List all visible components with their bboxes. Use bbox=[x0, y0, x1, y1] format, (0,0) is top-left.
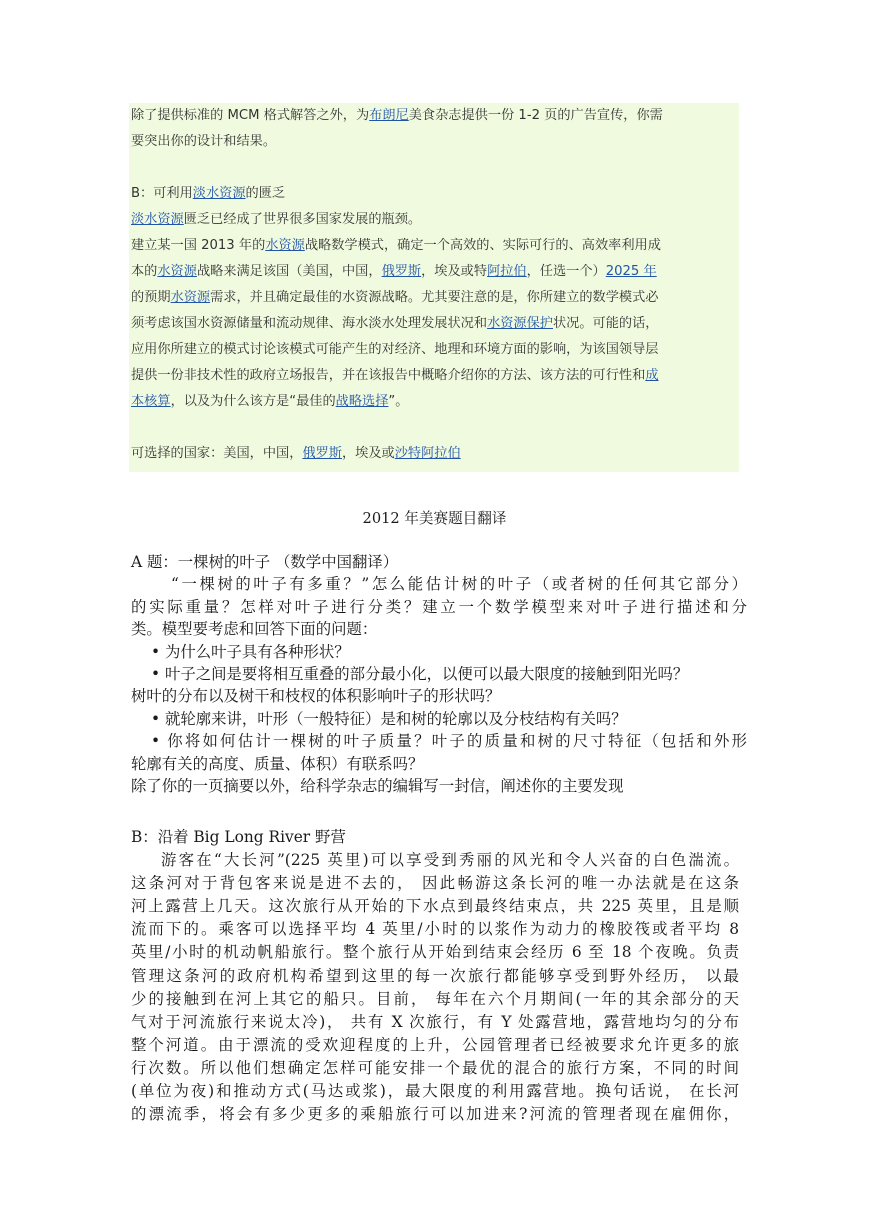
hyperlink[interactable]: 本核算 bbox=[131, 394, 171, 409]
question-bullet-cont: 树叶的分布以及树干和枝杈的体积影响叶子的形状吗？ bbox=[131, 687, 501, 706]
text-run: 战略数学模式，确定一个高效的、实际可行的、高效率利用成 bbox=[304, 238, 661, 253]
text-run: 需求，并且确定最佳的水资源战略。尤其要注意的是，你所建立的数学模式必 bbox=[210, 290, 659, 305]
hyperlink[interactable]: 俄罗斯 bbox=[381, 264, 422, 279]
question-bullet: • 就轮廓来讲，叶形（一般特征）是和树的轮廓以及分枝结构有关吗？ bbox=[151, 709, 627, 728]
problem-b-line: 气对于河流旅行来说太冷)， 共有 X 次旅行，有 Y 处露营地，露营地均匀的分布 bbox=[131, 1012, 739, 1031]
text-run: ，埃及或 bbox=[342, 446, 395, 461]
question-bullet: • 你将如何估计一棵树的叶子质量？叶子的质量和树的尺寸特征（包括和外形 bbox=[151, 732, 747, 751]
problem-b-paragraph bbox=[131, 849, 739, 1126]
problem-a-para-line: 类。模型要考虑和回答下面的问题： bbox=[131, 620, 378, 639]
text-run: 应用你所建立的模式讨论该模式可能产生的对经济、地理和环境方面的影响，为该国领导层 bbox=[131, 342, 659, 357]
problem-a-section bbox=[131, 551, 747, 797]
problem-a-para-line: “一棵树的叶子有多重？”怎么能估计树的叶子（或者树的任何其它部分） bbox=[171, 575, 747, 594]
problem-b-line: 河上露营上几天。这次旅行从开始的下水点到最终结束点，共 225 英里，且是顺 bbox=[131, 897, 739, 916]
problem-b-line: 这条河对于背包客来说是进不去的， 因此畅游这条长河的唯一办法就是在这条 bbox=[131, 874, 739, 893]
problem-b-body bbox=[129, 233, 739, 415]
hyperlink[interactable]: 阿拉伯 bbox=[487, 264, 527, 279]
body-line bbox=[129, 311, 739, 337]
body-line bbox=[129, 363, 739, 389]
problem-b-line: 管理这条河的政府机构希望到这里的每一次旅行都能够享受到野外经历， 以最 bbox=[131, 966, 739, 985]
problem-b-title bbox=[129, 181, 739, 207]
problem-b-line: 行次数。所以他们想确定怎样可能安排一个最优的混合的旅行方案，不同的时间 bbox=[131, 1058, 739, 1077]
text-run: ，任选一个） bbox=[526, 264, 606, 279]
question-bullet: • 为什么叶子具有各种形状？ bbox=[151, 642, 350, 661]
question-bullet: • 叶子之间是要将相互重叠的部分最小化，以便可以最大限度的接触到阳光吗？ bbox=[151, 664, 689, 683]
country-options bbox=[129, 441, 739, 467]
problem-b-line: 游客在“大长河”(225 英里)可以享受到秀丽的风光和令人兴奋的白色湍流。 bbox=[161, 851, 739, 870]
text-run: ，以及为什么该方是“最佳的 bbox=[170, 394, 336, 409]
problem-b-line: 少的接触到在河上其它的船只。目前， 每年在六个月期间(一年的其余部分的天 bbox=[131, 989, 739, 1008]
web-excerpt-block bbox=[129, 103, 739, 472]
body-line bbox=[129, 285, 739, 311]
problem-a-heading: A 题：一棵树的叶子 （数学中国翻译） bbox=[131, 553, 399, 571]
hyperlink[interactable]: 俄罗斯 bbox=[302, 446, 342, 461]
hyperlink[interactable]: 水资源 bbox=[170, 290, 211, 305]
text-run: 战略来满足该国（美国，中国， bbox=[196, 264, 382, 279]
text-run: 提供一份非技术性的政府立场报告，并在该报告中概略介绍你的方法、该方法的可行性和 bbox=[131, 368, 646, 383]
hyperlink[interactable]: 2025 年 bbox=[605, 264, 657, 279]
problem-a-closing: 除了你的一页摘要以外，给科学杂志的编辑写一封信，阐述你的主要发现 bbox=[131, 776, 624, 795]
text-run: 状况。可能的话， bbox=[553, 316, 659, 331]
problem-b-line: 整个河道。由于漂流的受欢迎程度的上升，公园管理者已经被要求允许更多的旅 bbox=[131, 1035, 739, 1054]
hyperlink[interactable]: 水资源保护 bbox=[487, 316, 553, 331]
text-run: 本的 bbox=[131, 264, 158, 279]
text-run: B：可利用 bbox=[131, 186, 193, 201]
text-run: 匮乏已经成了世界很多国家发展的瓶颈。 bbox=[183, 212, 422, 227]
problem-b-line: 英里/小时的机动帆船旅行。整个旅行从开始到结束会经历 6 至 18 个夜晚。负责 bbox=[131, 943, 739, 962]
problem-a-para-line: 的实际重量？怎样对叶子进行分类？建立一个数学模型来对叶子进行描述和分 bbox=[131, 597, 747, 616]
problem-b-line: (单位为夜)和推动方式(马达或浆)，最大限度的利用露营地。换句话说， 在长河 bbox=[131, 1082, 739, 1101]
hyperlink[interactable]: 淡水资源 bbox=[192, 186, 246, 201]
hyperlink[interactable]: 水资源 bbox=[265, 238, 305, 253]
hyperlink[interactable]: 成 bbox=[645, 368, 659, 383]
problem-b-line: 的漂流季，将会有多少更多的乘船旅行可以加进来?河流的管理者现在雇佣你， bbox=[131, 1105, 739, 1124]
text-run: 美食杂志提供一份 1-2 页的广告宣传，你需 bbox=[408, 108, 663, 123]
question-bullet-cont: 轮廓有关的高度、质量、体积）有联系吗？ bbox=[131, 754, 424, 773]
hyperlink[interactable]: 沙特阿拉伯 bbox=[394, 446, 461, 461]
body-line bbox=[129, 233, 739, 259]
hyperlink[interactable]: 水资源 bbox=[157, 264, 197, 279]
mcm-format-line-2: 要突出你的设计和结果。 bbox=[131, 134, 277, 149]
text-run: 除了提供标准的 MCM 格式解答之外，为 bbox=[131, 108, 370, 123]
mcm-format-line bbox=[129, 103, 739, 129]
hyperlink[interactable]: 布朗尼 bbox=[369, 108, 409, 123]
hyperlink[interactable]: 淡水资源 bbox=[131, 212, 184, 227]
problem-b-section bbox=[131, 826, 739, 1126]
text-run: 的预期 bbox=[131, 290, 171, 305]
text-run: 建立某一国 2013 年的 bbox=[131, 238, 266, 253]
document-title: 2012 年美赛题目翻译 bbox=[362, 510, 507, 527]
text-run: 可选择的国家：美国，中国， bbox=[131, 446, 303, 461]
problem-b-heading: B：沿着 Big Long River 野营 bbox=[131, 828, 346, 846]
body-line bbox=[129, 389, 739, 415]
problem-b-line: 流而下的。乘客可以选择平均 4 英里/小时的以浆作为动力的橡胶筏或者平均 8 bbox=[131, 920, 739, 939]
body-line bbox=[129, 259, 739, 285]
text-run: ，埃及或特 bbox=[421, 264, 488, 279]
text-run: ”。 bbox=[388, 394, 409, 409]
text-run: 的匮乏 bbox=[245, 186, 286, 201]
hyperlink[interactable]: 战略选择 bbox=[335, 394, 389, 409]
problem-b-intro bbox=[129, 207, 739, 233]
body-line bbox=[129, 337, 739, 363]
text-run: 须考虑该国水资源储量和流动规律、海水淡水处理发展状况和 bbox=[131, 316, 488, 331]
